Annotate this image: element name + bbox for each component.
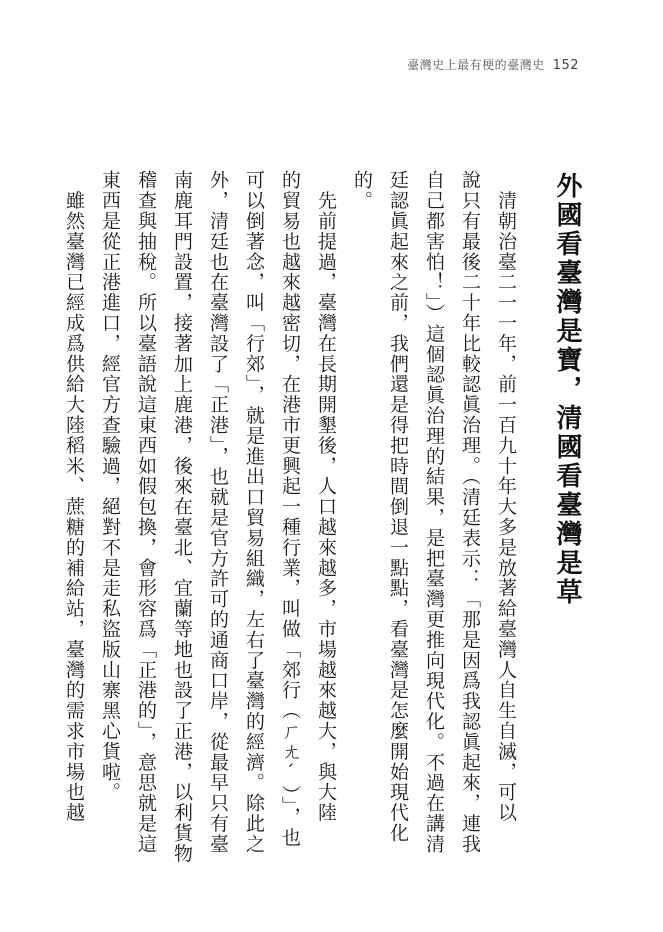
text-column-6: 先前提過，臺灣在長期開墾後，人口越來越多，市場越來越大，與大陸 (315, 170, 337, 823)
text-column-2: 說只有最後二十年比較認眞治理。（清廷表示：「那是因爲我認眞起來，連我 (459, 170, 481, 855)
book-title: 臺灣史上最有梗的臺灣史 (407, 58, 545, 72)
text-column-8: 可以倒著念，叫「行郊」，就是進出口貿易組織，左右了臺灣的經濟。除此之 (243, 170, 265, 855)
running-head (407, 56, 579, 73)
text-column-13: 雖然臺灣已經成爲供給大陸稻米、蔗糖的補給站，臺灣的需求市場也越 (63, 170, 85, 823)
text-column-12: 東西是從正港進口，經官方查驗過，絕對不是走私盜版山寨黑心貨啦。 (99, 170, 121, 803)
text-column-5: 的。 (351, 170, 373, 211)
text-column-9: 外，清廷也在臺灣設了「正港」，也就是官方許可的通商口岸，從最早只有臺 (207, 170, 229, 855)
text-column-1: 清朝治臺二一一年，前一百九十年大多是放著給臺灣人自生自滅，可以 (495, 170, 517, 823)
text-column-4: 廷認眞起來之前，我們還是得把時間倒退一點點，看臺灣是怎麼開始現代化 (387, 170, 409, 844)
section-title: 外國看臺灣是寶，清國看臺灣是草 (552, 172, 582, 607)
text-column-7: 的貿易也越來越密切，在港市更興起一種行業，叫做「郊行（ㄏㄤˊ）」，也 (279, 170, 301, 848)
text-column-3: 自己都害怕！」）這個認眞治理的結果，是把臺灣更推向現代化。不過在講清 (423, 170, 445, 855)
text-column-11: 稽查與抽稅。所以臺語說這東西如假包換，會形容爲「正港的」，意思就是這 (135, 170, 157, 855)
text-column-10: 南鹿耳門設置，接著加上鹿港，後來在臺北、宜蘭等地也設了正港，以利貨物 (171, 170, 193, 864)
page-number: 152 (552, 58, 579, 73)
